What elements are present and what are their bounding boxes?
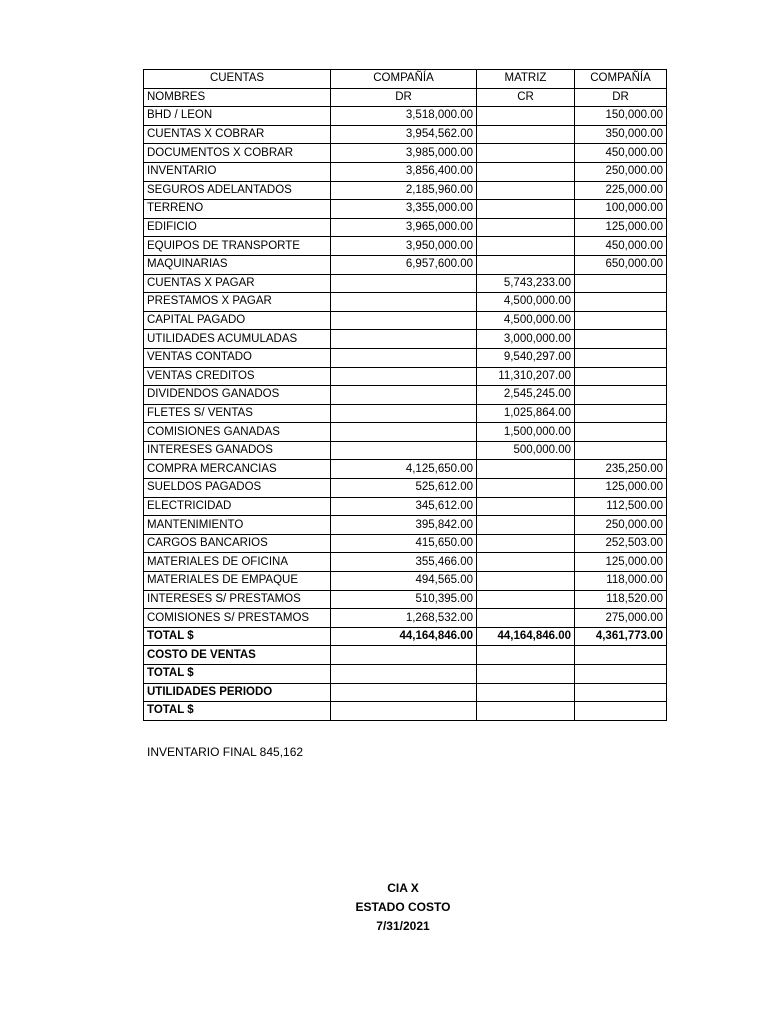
account-name-cell: MATERIALES DE EMPAQUE [144,572,331,591]
compania-dr-2-cell: 275,000.00 [575,609,667,628]
account-name-cell: TOTAL $ [144,702,331,721]
account-name-cell: VENTAS CREDITOS [144,367,331,386]
compania-dr-cell [331,683,477,702]
account-name-cell: MATERIALES DE OFICINA [144,553,331,572]
account-name-cell: MANTENIMIENTO [144,516,331,535]
matriz-cr-cell [477,479,575,498]
compania-dr-2-cell [575,348,667,367]
table-row [144,423,667,442]
compania-dr-cell: 2,185,960.00 [331,181,477,200]
table-row [144,218,667,237]
matriz-cr-cell [477,200,575,219]
matriz-cr-cell [477,609,575,628]
compania-dr-2-cell: 100,000.00 [575,200,667,219]
matriz-cr-cell: 4,500,000.00 [477,311,575,330]
table-row [144,386,667,405]
account-name-cell: CUENTAS X COBRAR [144,125,331,144]
matriz-cr-cell: 9,540,297.00 [477,348,575,367]
header-dr-1: DR [331,88,477,107]
header-cuentas: CUENTAS [144,70,331,89]
table-row [144,665,667,684]
table-row [144,590,667,609]
compania-dr-cell [331,274,477,293]
compania-dr-2-cell [575,683,667,702]
statement-date: 7/31/2021 [376,919,430,933]
compania-dr-cell: 3,518,000.00 [331,107,477,126]
table-row [144,274,667,293]
table-row [144,627,667,646]
table-row [144,702,667,721]
account-name-cell: BHD / LEON [144,107,331,126]
table-row [144,479,667,498]
compania-dr-2-cell [575,293,667,312]
compania-dr-cell [331,665,477,684]
compania-dr-cell [331,348,477,367]
compania-dr-2-cell [575,404,667,423]
account-name-cell: DIVIDENDOS GANADOS [144,386,331,405]
compania-dr-2-cell: 125,000.00 [575,218,667,237]
matriz-cr-cell [477,218,575,237]
account-name-cell: CARGOS BANCARIOS [144,534,331,553]
compania-dr-cell: 510,395.00 [331,590,477,609]
table-row [144,609,667,628]
compania-dr-2-cell: 125,000.00 [575,479,667,498]
account-name-cell: INTERESES S/ PRESTAMOS [144,590,331,609]
compania-dr-cell: 395,842.00 [331,516,477,535]
matriz-cr-cell [477,237,575,256]
statement-title: ESTADO COSTO [355,900,451,914]
table-row [144,404,667,423]
table-row [144,367,667,386]
matriz-cr-cell [477,646,575,665]
table-row [144,311,667,330]
table-row [144,572,667,591]
company-name: CIA X [387,881,419,895]
account-name-cell: UTILIDADES ACUMULADAS [144,330,331,349]
matriz-cr-cell [477,572,575,591]
account-name-cell: CUENTAS X PAGAR [144,274,331,293]
compania-dr-cell [331,293,477,312]
matriz-cr-cell [477,553,575,572]
table-row [144,107,667,126]
matriz-cr-cell [477,460,575,479]
matriz-cr-cell [477,162,575,181]
accounts-table-body [144,70,667,721]
compania-dr-2-cell: 225,000.00 [575,181,667,200]
matriz-cr-cell [477,255,575,274]
compania-dr-cell: 525,612.00 [331,479,477,498]
matriz-cr-cell [477,665,575,684]
compania-dr-2-cell: 250,000.00 [575,516,667,535]
table-row [144,237,667,256]
matriz-cr-cell [477,683,575,702]
table-row [144,162,667,181]
statement-footer [0,879,768,936]
account-name-cell: CAPITAL PAGADO [144,311,331,330]
table-row [144,125,667,144]
account-name-cell: UTILIDADES PERIODO [144,683,331,702]
header-row-2 [144,88,667,107]
matriz-cr-cell [477,702,575,721]
account-name-cell: MAQUINARIAS [144,255,331,274]
compania-dr-cell: 3,954,562.00 [331,125,477,144]
compania-dr-2-cell: 4,361,773.00 [575,627,667,646]
compania-dr-2-cell [575,386,667,405]
matriz-cr-cell: 44,164,846.00 [477,627,575,646]
compania-dr-2-cell [575,441,667,460]
compania-dr-cell: 3,856,400.00 [331,162,477,181]
compania-dr-2-cell: 250,000.00 [575,162,667,181]
table-row [144,330,667,349]
matriz-cr-cell: 500,000.00 [477,441,575,460]
header-nombres: NOMBRES [144,88,331,107]
header-compania-1: COMPAÑÍA [331,70,477,89]
compania-dr-cell: 4,125,650.00 [331,460,477,479]
compania-dr-cell [331,423,477,442]
table-row [144,460,667,479]
compania-dr-cell [331,367,477,386]
compania-dr-2-cell: 450,000.00 [575,237,667,256]
account-name-cell: VENTAS CONTADO [144,348,331,367]
header-dr-2: DR [575,88,667,107]
compania-dr-cell [331,702,477,721]
compania-dr-cell: 3,355,000.00 [331,200,477,219]
compania-dr-cell: 6,957,600.00 [331,255,477,274]
matriz-cr-cell: 11,310,207.00 [477,367,575,386]
compania-dr-2-cell: 118,520.00 [575,590,667,609]
account-name-cell: EDIFICIO [144,218,331,237]
compania-dr-2-cell [575,274,667,293]
table-row [144,348,667,367]
account-name-cell: COMISIONES S/ PRESTAMOS [144,609,331,628]
account-name-cell: EQUIPOS DE TRANSPORTE [144,237,331,256]
account-name-cell: PRESTAMOS X PAGAR [144,293,331,312]
compania-dr-2-cell [575,330,667,349]
compania-dr-2-cell: 150,000.00 [575,107,667,126]
compania-dr-cell: 1,268,532.00 [331,609,477,628]
compania-dr-2-cell: 235,250.00 [575,460,667,479]
matriz-cr-cell [477,144,575,163]
compania-dr-cell: 494,565.00 [331,572,477,591]
compania-dr-2-cell [575,423,667,442]
table-row [144,144,667,163]
table-row [144,497,667,516]
compania-dr-cell [331,386,477,405]
inventory-final-note: INVENTARIO FINAL 845,162 [147,745,304,759]
account-name-cell: SUELDOS PAGADOS [144,479,331,498]
matriz-cr-cell [477,107,575,126]
compania-dr-cell [331,646,477,665]
compania-dr-2-cell [575,702,667,721]
account-name-cell: COMPRA MERCANCIAS [144,460,331,479]
compania-dr-cell: 415,650.00 [331,534,477,553]
compania-dr-cell: 3,950,000.00 [331,237,477,256]
compania-dr-cell [331,441,477,460]
compania-dr-2-cell: 252,503.00 [575,534,667,553]
matriz-cr-cell [477,125,575,144]
table-row [144,181,667,200]
header-cr: CR [477,88,575,107]
account-name-cell: TOTAL $ [144,627,331,646]
matriz-cr-cell [477,497,575,516]
account-name-cell: INVENTARIO [144,162,331,181]
table-row [144,534,667,553]
table-row [144,255,667,274]
header-compania-2: COMPAÑÍA [575,70,667,89]
matriz-cr-cell: 3,000,000.00 [477,330,575,349]
compania-dr-cell [331,330,477,349]
compania-dr-cell: 3,965,000.00 [331,218,477,237]
compania-dr-cell: 345,612.00 [331,497,477,516]
account-name-cell: INTERESES GANADOS [144,441,331,460]
account-name-cell: SEGUROS ADELANTADOS [144,181,331,200]
account-name-cell: ELECTRICIDAD [144,497,331,516]
compania-dr-cell: 3,985,000.00 [331,144,477,163]
compania-dr-2-cell: 650,000.00 [575,255,667,274]
table-row [144,553,667,572]
matriz-cr-cell [477,590,575,609]
account-name-cell: TERRENO [144,200,331,219]
header-row-1 [144,70,667,89]
compania-dr-2-cell: 112,500.00 [575,497,667,516]
compania-dr-2-cell [575,646,667,665]
compania-dr-cell [331,404,477,423]
matriz-cr-cell: 1,500,000.00 [477,423,575,442]
table-row [144,441,667,460]
matriz-cr-cell: 1,025,864.00 [477,404,575,423]
table-row [144,293,667,312]
compania-dr-2-cell: 350,000.00 [575,125,667,144]
account-name-cell: COMISIONES GANADAS [144,423,331,442]
compania-dr-cell: 44,164,846.00 [331,627,477,646]
compania-dr-2-cell: 118,000.00 [575,572,667,591]
account-name-cell: COSTO DE VENTAS [144,646,331,665]
compania-dr-2-cell [575,665,667,684]
compania-dr-cell [331,311,477,330]
compania-dr-cell: 355,466.00 [331,553,477,572]
matriz-cr-cell [477,181,575,200]
table-row [144,683,667,702]
header-matriz: MATRIZ [477,70,575,89]
account-name-cell: DOCUMENTOS X COBRAR [144,144,331,163]
matriz-cr-cell [477,534,575,553]
matriz-cr-cell: 4,500,000.00 [477,293,575,312]
compania-dr-2-cell: 125,000.00 [575,553,667,572]
compania-dr-2-cell [575,367,667,386]
matriz-cr-cell [477,516,575,535]
matriz-cr-cell: 2,545,245.00 [477,386,575,405]
accounts-table [143,69,667,721]
table-row [144,516,667,535]
account-name-cell: FLETES S/ VENTAS [144,404,331,423]
table-row [144,646,667,665]
table-row [144,200,667,219]
compania-dr-2-cell [575,311,667,330]
matriz-cr-cell: 5,743,233.00 [477,274,575,293]
compania-dr-2-cell: 450,000.00 [575,144,667,163]
account-name-cell: TOTAL $ [144,665,331,684]
